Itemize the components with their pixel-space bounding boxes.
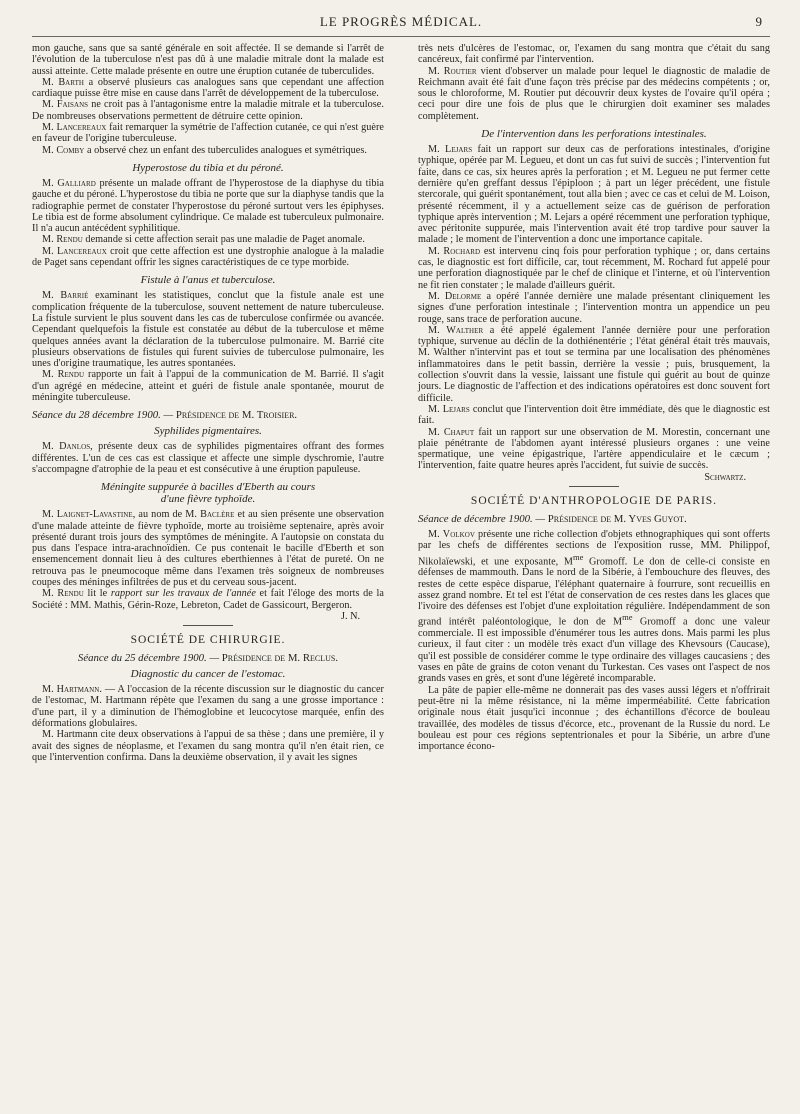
author-name: Lejars <box>445 144 473 156</box>
paragraph: M. Rochard est intervenu cinq fois pour perforation typhique ; or, dans certains cas, le diagnostic est fort difficile, car, tout récemment, M. Rochard fut appelé pour une perforation diagnostiquée par le chef de clinique et l'interne, et où l'intervention ne fit rien constater ; le malade d'ailleurs guérit. <box>418 245 770 291</box>
paragraph-text: a opéré l'année dernière une malade présentant cliniquement les signes d'une perforation intestinale ; l'intervention montra un appendice un peu rouge, sans trace de perforation aucune. <box>418 290 770 325</box>
section-heading: Diagnostic du cancer de l'estomac. <box>130 668 286 681</box>
author-name: Hartmann. <box>56 684 102 696</box>
author-name: Barth <box>58 76 85 88</box>
paragraph-text: lit le <box>87 588 108 600</box>
paragraph: M. Lejars fait un rapport sur deux cas de perforations intestinales, d'origine typhique, opérée par M. Legueu, et dont un cas fut suivi de succès ; l'intervention fut faite, dans ce cas, six heures après la perforation ; et M. Legueu ne put fermer cette dernière qu'en greffant dessus l'épiploon ; à part un léger précédent, une fistule stercorale, qui guérit spontanément, tout alla bien ; avec ce cas et celui de M. Loison, présenté récemment, il y a actuellement seize cas de guérison de perforation typhique après intervention ; M. Lejars a opéré récemment une perforation typhique, avec péritonite suppurée, mais l'intervention avait été trop tardive pour sauver la malade ; le moment de l'intervention a donc une importance capitale. <box>418 144 770 246</box>
paragraph: M. Hartmann cite deux observations à l'appui de sa thèse ; dans une première, il y avait des signes de néoplasme, et l'examen du sang montra qu'il n'en était rien, ce que l'intervention confirma. Dans la deuxième observation, il y avait les signes <box>32 729 384 763</box>
author-name: Laignet-Lavastine <box>56 509 133 521</box>
paragraph-text: fait un rapport sur une observation de M. Morestin, concernant une plaie pénétrante de l'abdomen ayant intéressé plusieurs organes : une veine spermatique, une veine épigastrique, l'artère appendiculaire et le cæcum ; l'intervention, faite quatre heures après l'accident, fut suivie de succès. <box>418 426 770 472</box>
paragraph-text: présente deux cas de syphilides pigmentaires offrant des formes différentes. L'un de ces cas est classique et affecte une simple dyschromie, l'autre s'accompagne d'atrophie de la peau et est consécutive à une éruption papuleuse. <box>32 441 385 475</box>
session-line <box>418 513 770 525</box>
paragraph: M. Faisans ne croit pas à l'antagonisme entre la maladie mitrale et la tuberculose. De nombreuses observations permettent de détruire cette opinion. <box>32 99 384 122</box>
paragraph: M. Rendu lit le rapport sur les travaux de l'année et fait l'éloge des morts de la Société : MM. Mathis, Gérin-Roze, Lebreton, Cadet de Gassicourt, Bergeron. <box>32 588 384 611</box>
author-name: Volkov <box>442 528 475 540</box>
session-date: Séance du 28 décembre 1900. — <box>32 409 174 422</box>
superscript: me <box>572 551 584 562</box>
paragraph: M. Hartmann. — A l'occasion de la récente discussion sur le diagnostic du cancer de l'estomac, M. Hartmann répète que l'examen du sang a une grosse importance : d'une part, il y a diminution de l'hémoglobine et leucocytose marquée, enfin des déformations globulaires. <box>32 684 384 730</box>
author-name: Rochard <box>443 245 481 257</box>
section-heading: De l'intervention dans les perforations intestinales. <box>481 128 707 141</box>
society-heading: SOCIÉTÉ DE CHIRURGIE. <box>130 634 286 647</box>
society-heading: SOCIÉTÉ D'ANTHROPOLOGIE DE PARIS. <box>470 494 718 507</box>
session-line <box>32 652 384 664</box>
author-name: Barrié <box>60 290 89 302</box>
session-date: Séance du 25 décembre 1900. — <box>77 652 220 665</box>
section-heading: d'une fièvre typhoïde. <box>160 493 256 506</box>
author-name: Chaput <box>443 426 475 438</box>
paragraph-text: croit que cette affection est une dystrophie analogue à la maladie de Paget sans cependant offrir les signes caractéristiques de ce type morbide. <box>32 245 384 269</box>
divider <box>569 486 619 487</box>
paragraph: M. Danlos, présente deux cas de syphilides pigmentaires offrant des formes différentes. L'un de ces cas est classique et affecte une simple dyschromie, l'autre s'accompagne d'atrophie de la peau et est consécutive à une éruption papuleuse. <box>32 441 385 475</box>
author-name: Galliard <box>57 177 96 189</box>
paragraph-text: Gromoff. Le don de celle-ci consiste en défenses de mammouth. Dans le nord de la Sibérie, à l'embouchure des fleuves, des restes de cette espèce disparue, l'éléphant quaternaire à fourrure, sont recueillis en assez grand nombre. Et tel est l'état de conservation de ces restes dans les glaces que l'ivoire des défenses est l'objet d'une exploitation régulière. Indépendamment de son grand intérêt paléontologique, le don de M <box>418 555 770 628</box>
paragraph: M. Chaput fait un rapport sur une observation de M. Morestin, concernant une plaie pénétrante de l'abdomen ayant intéressé plusieurs organes : une veine spermatique, une veine épigastrique, l'artère appendiculaire et le cæcum ; l'intervention, faite quatre heures après l'accident, fut suivie de succès. <box>418 426 770 472</box>
author-name: Delorme <box>444 290 482 302</box>
paragraph: M. Volkov présente une riche collection d'objets ethnographiques qui sont offerts par les chefs de différentes sections de l'exposition russe, MM. Philippof, Nikolaïewski, et une exposante, $M^{me}$ Gromoff. Le don de celle-ci consiste en défenses de mammouth. Dans le nord de la Sibérie, à l'embouchure des fleuves, des restes de cette espèce disparue, l'éléphant quaternaire à fourrure, sont recueillis en assez grand nombre. Et tel est l'état de conservation de ces restes dans les glaces que l'ivoire des défenses est l'objet d'une exploitation régulière. Indépendamment de son grand intérêt paléontologique, le don de $M^{me}$ Gromoff a donc une valeur commerciale. Il est impossible d'énumérer tous les autres dons. Mais parmi les plus curieux, il faut citer : un modèle très exact d'un village des Khevsours (Caucase), qu'il est possible de considérer comme le type ordinaire des villages caucasiens ; des vases en pâte de grains de coton venant du Turkestan. Ces vases ont l'aspect de nos grands vases en grès, et sont d'une légèreté incomparable. <box>418 528 770 685</box>
journal-title: LE PROGRÈS MÉDICAL. <box>319 14 483 29</box>
session-line <box>32 409 384 421</box>
paragraph: M. Lancereaux croit que cette affection est une dystrophie analogue à la maladie de Paget sans cependant offrir les signes caractéristiques de ce type morbide. <box>32 245 384 269</box>
running-header <box>32 0 770 37</box>
paragraph-text: rapporte un fait à l'appui de la communication de M. Barrié. Il s'agit d'un agrégé en médecine, atteint et guéri de fistule anale spontanée, mourut de méningite tuberculeuse. <box>32 369 384 404</box>
session-date: Séance de décembre 1900. — <box>418 512 546 525</box>
author-name: Lancereaux <box>56 245 107 257</box>
left-column <box>32 43 384 763</box>
signature: Schwartz. <box>704 471 746 483</box>
paragraph-text: a observé chez un enfant des tuberculides analogues et symétriques. <box>86 144 367 156</box>
paragraph: La pâte de papier elle-même ne donnerait pas des vases aussi légers et n'offrirait peut-être ni la même résistance, ni la même imperméabilité. Cette fabrication originale nous était jusqu'ici inconnue ; des échantillons d'écorce de bouleau travaillée, des modèles de tissus d'écorce, etc., provenant de la Russie du nord. Le bouleau est pour ces régions septentrionales et pour la Sibérie, un arbre d'une importance écono- <box>418 684 770 753</box>
paragraph: M. Rendu demande si cette affection serait pas une maladie de Paget anomale. <box>42 234 365 246</box>
paragraph: M. Walther a été appelé également l'année dernière pour une perforation typhique, survenue au déclin de la dothiénentérie ; l'état général était très mauvais, M. Walther n'intervint pas et tout se termina par une localisation des phénomènes inflammatoires dans le petit bassin, derrière la vessie ; puis, brusquement, la collection s'ouvrit dans la vessie, laissant une fistule qui guérit au bout de quinze jours. Le diagnostic de l'affection et des indications opératoires est donc souvent fort difficile. <box>418 324 770 404</box>
paragraph: M. Laignet-Lavastine, au nom de M. Baclère et au sien présente une observation d'une malade atteinte de fièvre typhoïde, morte au troisième septenaire, après avoir présenté durant trois jours des symptômes de méningite. A l'autopsie on constata du pus dans l'espace intra-arachnoïdien. Ce pus contenait le bacille d'Eberth et son ensemencement donnait lieu à des cultures eberthiennes à l'état de pureté. On ne retrouva pas le pneumocoque même dans l'examen très soigneux de nombreuses coupes des méninges infiltrées de pus et du cerveau sous-jacent. <box>32 509 384 588</box>
author-name: Rendu <box>57 588 84 600</box>
section-heading: Fistule à l'anus et tuberculose. <box>140 274 276 287</box>
paragraph: M. Galliard présente un malade offrant de l'hyperostose de la diaphyse du tibia gauche et du péroné. L'hyperostose du tibia ne porte que sur la diaphyse tandis que la radiographie permet de constater l'hyperostose du péroné surtout vers les épiphyses. Le tibia est de forme absolument cylindrique. Ce malade est tuberculeux pulmonaire. Il n'a aucun antécédent syphilitique. <box>32 177 384 235</box>
paragraph-text: et fait l'éloge des morts de la Société : MM. Mathis, Gérin-Roze, Lebreton, Cadet de Gassicourt, Bergeron. <box>32 588 384 611</box>
paragraph-text: présente une riche collection d'objets ethnographiques qui sont offerts par les chefs de différentes sections de l'exposition russe, MM. Philippof, Nikolaïewski, et une exposante, M <box>418 528 770 567</box>
paragraph-text: demande si cette affection serait pas une maladie de Paget anomale. <box>85 234 365 246</box>
author-name: Danlos <box>59 441 91 453</box>
right-column <box>418 43 770 763</box>
author-name: Lejars <box>442 403 470 415</box>
paragraph: M. Barrié examinant les statistiques, conclut que la fistule anale est une complication fréquente de la tuberculose, souvent nettement de nature tuberculeuse. La fistule survient le plus souvent dans les cas de tuberculose confirmée ou avancée. Cependant quelquefois la fistule est constatée au début de la tuberculose et même quelques années avant la déclaration de la tuberculose pulmonaire. M. Barrié cite plusieurs observations de fistules qui furent suivies de tuberculose pulmonaire, les unes d'origine traumatique, les autres spontanées. <box>32 290 384 370</box>
paragraph: très nets d'ulcères de l'estomac, or, l'examen du sang montra que c'était du sang cancéreux, fait confirmé par l'intervention. <box>418 43 770 66</box>
author-name: Rendu <box>57 369 85 381</box>
paragraph-text: et au sien présente une observation d'une malade atteinte de fièvre typhoïde, morte au troisième septenaire, après avoir présenté durant trois jours des symptômes de méningite. A l'autopsie on constata du pus dans l'espace intra-arachnoïdien. Ce pus contenait le bacille d'Eberth et son ensemencement donnait lieu à des cultures eberthiennes à l'état de pureté. On ne retrouva pas le pneumocoque même dans l'examen très soigneux de nombreuses coupes des méninges infiltrées de pus et du cerveau sous-jacent. <box>32 509 384 588</box>
author-name: Baclère <box>200 509 235 521</box>
paragraph: M. Lancereaux fait remarquer la symétrie de l'affection cutanée, ce qui n'est guère en faveur de l'origine tuberculeuse. <box>32 122 384 145</box>
session-president: Présidence de M. Troisier. <box>175 409 298 422</box>
paragraph-text: vient d'observer un malade pour lequel le diagnostic de maladie de Reichmann avait été fait d'une façon très précise par des médecins compétents ; or, sous le chloroforme, M. Routier put découvrir deux kystes de l'ovaire qu'il opéra ; ceci pour dire une fois de plus que le chirurgien doit examiner ses malades complètement. <box>418 65 770 122</box>
paragraph: M. Rendu rapporte un fait à l'appui de la communication de M. Barrié. Il s'agit d'un agrégé en médecine, atteint et guéri de fistule anale spontanée, mourut de méningite tuberculeuse. <box>32 369 384 404</box>
divider <box>183 625 233 626</box>
session-president: Présidence de M. Reclus. <box>221 652 339 665</box>
paragraph: M. Routier vient d'observer un malade pour lequel le diagnostic de maladie de Reichmann avait été fait d'une façon très précise par des médecins compétents ; or, sous le chloroforme, M. Routier put découvrir deux kystes de l'ovaire qu'il opéra ; ceci pour dire une fois de plus que le chirurgien doit examiner ses malades complètement. <box>418 65 770 122</box>
paragraph-text: examinant les statistiques, conclut que la fistule anale est une complication fréquente de la tuberculose, souvent nettement de nature tuberculeuse. La fistule survient le plus souvent dans les cas de tuberculose confirmée ou avancée. Cependant quelquefois la fistule est constatée au début de la tuberculose et même quelques années avant la déclaration de la tuberculose pulmonaire. M. Barrié cite plusieurs observations de fistules qui furent suivies de tuberculose pulmonaire, les unes d'origine traumatique, les autres spontanées. <box>32 290 384 370</box>
paragraph-text: ne croit pas à l'antagonisme entre la maladie mitrale et la tuberculose. De nombreuses observations permettent de détruire cette opinion. <box>32 99 384 122</box>
section-heading: Méningite suppurée à bacilles d'Eberth au cours <box>100 481 316 494</box>
section-heading: Syphilides pigmentaires. <box>154 425 262 438</box>
paragraph-text: présente un malade offrant de l'hyperostose de la diaphyse du tibia gauche et du péroné. L'hyperostose du tibia ne porte que sur la diaphyse tandis que la radiographie permet de constater l'hyperostose du péroné surtout vers les épiphyses. Le tibia est de forme absolument cylindrique. Ce malade est tuberculeux pulmonaire. Il n'a aucun antécédent syphilitique. <box>32 177 384 235</box>
paragraph-text: fait remarquer la symétrie de l'affection cutanée, ce qui n'est guère en faveur de l'origine tuberculeuse. <box>32 122 384 145</box>
signature: J. N. <box>341 610 360 622</box>
paragraph-text: conclut que l'intervention doit être immédiate, dès que le diagnostic est fait. <box>418 403 770 427</box>
paragraph-text: a observé plusieurs cas analogues sans que cependant une affection cardiaque puisse être mise en cause dans l'arrêt de développement de la tuberculose. <box>32 76 384 100</box>
paragraph: M. Comby a observé chez un enfant des tuberculides analogues et symétriques. <box>42 144 367 156</box>
page-number: 9 <box>755 14 762 29</box>
report-title: rapport sur les travaux de l'année <box>110 588 256 600</box>
session-president: Présidence de M. Yves Guyot. <box>547 512 687 525</box>
author-name: Walther <box>446 324 484 336</box>
author-name: Comby <box>56 144 85 156</box>
section-heading: Hyperostose du tibia et du péroné. <box>132 161 284 174</box>
paragraph: M. Barth a observé plusieurs cas analogues sans que cependant une affection cardiaque puisse être mise en cause dans l'arrêt de développement de la tuberculose. <box>32 76 384 100</box>
paragraph: M. Lejars conclut que l'intervention doit être immédiate, dès que le diagnostic est fait. <box>418 403 770 427</box>
paragraph: M. Delorme a opéré l'année dernière une malade présentant cliniquement les signes d'une perforation intestinale ; l'intervention montra un appendice un peu rouge, sans trace de perforation aucune. <box>418 290 770 325</box>
paragraph-text: Gromoff a donc une valeur commerciale. Il est impossible d'énumérer tous les autres dons. Mais parmi les plus curieux, il faut citer : un modèle très exact d'un village des Khevsours (Caucase), qu'il est possible de considérer comme le type ordinaire des villages caucasiens ; des vases en pâte de grains de coton venant du Turkestan. Ces vases ont l'aspect de nos grands vases en grès, et sont d'une légèreté incomparable. <box>418 616 770 685</box>
paragraph-text: au nom de M. <box>138 509 198 521</box>
paragraph-text: fait un rapport sur deux cas de perforations intestinales, d'origine typhique, opérée par M. Legueu, et dont un cas fut suivi de succès ; l'intervention fut faite, dans ce cas, six heures après la perforation ; et M. Legueu ne put fermer cette dernière qu'en greffant dessus l'épiploon ; à part un léger précédent, une fistule stercorale, qui guérit spontanément, tout alla bien ; avec ce cas et celui de M. Loison, présenté récemment, il y a actuellement seize cas de guérison de perforation typhique après intervention ; M. Lejars a opéré récemment une perforation typhique, avec péritonite suppurée, mais l'intervention avait été trop tardive pour sauver la malade ; le moment de l'intervention a donc une importance capitale. <box>418 144 770 246</box>
paragraph: mon gauche, sans que sa santé générale en soit affectée. Il se demande si l'arrêt de l'évolution de la tuberculose n'est pas dû à une maladie mitrale dont la malade est aussi atteinte. Cette malade présente en outre une éruption cutanée de tuberculides. <box>32 43 384 77</box>
paragraph-text: — A l'occasion de la récente discussion sur le diagnostic du cancer de l'estomac, M. Hartmann répète que l'examen du sang a une grosse importance : d'une part, il y a diminution de l'hémoglobine et leucocytose marquée, enfin des déformations globulaires. <box>32 684 384 730</box>
author-name: Faisans <box>56 99 89 111</box>
superscript: me <box>622 612 633 623</box>
two-column-body <box>32 43 770 763</box>
author-name: Routier <box>443 65 477 77</box>
author-name: Rendu <box>56 234 83 246</box>
author-name: Lancereaux <box>56 122 107 134</box>
paragraph-text: a été appelé également l'année dernière pour une perforation typhique, survenue au déclin de la dothiénentérie ; l'état général était très mauvais, M. Walther n'intervint pas et tout se termina par une localisation des phénomènes inflammatoires dans le petit bassin, derrière la vessie ; puis, brusquement, la collection s'ouvrit dans la vessie, laissant une fistule qui guérit au bout de quinze jours. Le diagnostic de l'affection et des indications opératoires est donc souvent fort difficile. <box>418 324 770 404</box>
paragraph-text: est intervenu cinq fois pour perforation typhique ; or, dans certains cas, le diagnostic est fort difficile, car, tout récemment, M. Rochard fut appelé pour une perforation diagnostiquée par le chef de clinique et l'interne, et où l'intervention ne fit rien constater ; le malade d'ailleurs guérit. <box>418 245 770 291</box>
